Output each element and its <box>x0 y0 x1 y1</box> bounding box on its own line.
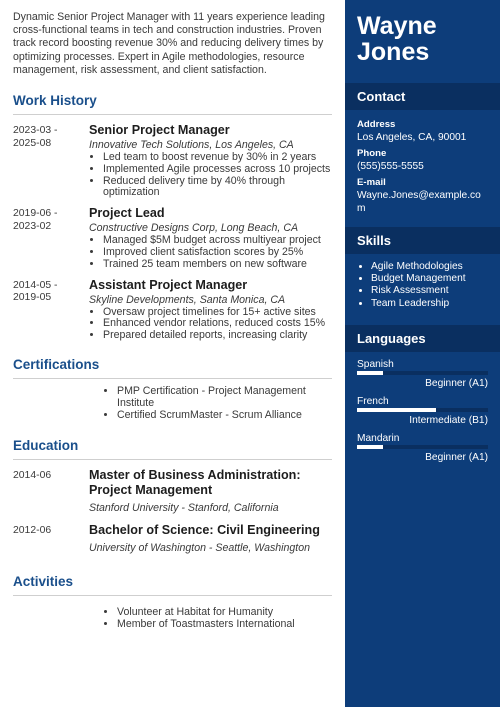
certification-item: • PMP Certification - Project Management Institute <box>117 386 332 410</box>
job-bullets <box>89 152 332 199</box>
job-bullet: • Improved client satisfaction scores by 25% <box>103 247 332 259</box>
job-dates <box>13 123 89 199</box>
address-value: Los Angeles, CA, 90001 <box>357 132 467 143</box>
profile-summary: Dynamic Senior Project Manager with 11 years experience leading cross-functional teams in tech and construction industries. Proven track record boosting revenue 30% and reducing delivery times by optimizing processes. Expert in Agile methodologies, resource management, risk assessment, and client satisfaction. <box>13 11 325 76</box>
language-level-bar <box>357 371 488 375</box>
certifications-title: Certifications <box>13 355 332 379</box>
contact-section <box>345 110 500 215</box>
activity-item: • Volunteer at Habitat for Humanity <box>117 607 332 619</box>
education-section <box>13 436 332 555</box>
job-start: 2014-05 - <box>13 279 58 291</box>
job-dates <box>13 206 89 270</box>
job-bullet: • Reduced delivery time by 40% through optimization <box>103 176 332 200</box>
language-name: French <box>357 395 389 407</box>
language-level-bar <box>357 408 488 412</box>
work-history-title: Work History <box>13 91 332 115</box>
job-company: Constructive Designs Corp, Long Beach, CA <box>89 222 299 235</box>
language-name: Spanish <box>357 358 394 370</box>
job-start: 2019-06 - <box>13 208 58 220</box>
job-bullet: • Implemented Agile processes across 10 projects <box>103 164 332 176</box>
certifications-section <box>13 355 332 421</box>
activities-section <box>13 572 332 631</box>
skill-item: • Team Leadership <box>371 298 488 310</box>
sidebar <box>345 0 500 707</box>
skills-section <box>345 254 500 310</box>
language-row <box>357 396 500 427</box>
job-title: Project Lead <box>89 206 165 221</box>
job-bullet: • Prepared detailed reports, increasing clarity <box>103 330 332 342</box>
job-entry <box>13 123 332 199</box>
language-name: Mandarin <box>357 432 400 444</box>
job-bullets <box>89 307 332 342</box>
education-school: Stanford University - Stanford, California <box>89 502 279 515</box>
phone-label: Phone <box>357 148 387 159</box>
activity-item: • Member of Toastmasters International <box>117 619 332 631</box>
job-company: Innovative Tech Solutions, Los Angeles, CA <box>89 139 294 152</box>
languages-title: Languages <box>345 325 500 352</box>
address-label: Address <box>357 119 396 130</box>
job-start: 2023-03 - <box>13 125 58 137</box>
job-end: 2025-08 <box>13 137 52 149</box>
job-end: 2019-05 <box>13 292 52 304</box>
job-dates <box>13 278 89 342</box>
candidate-name <box>345 0 500 77</box>
education-degree: Master of Business Administration: Project Management <box>89 468 301 498</box>
job-company: Skyline Developments, Santa Monica, CA <box>89 293 286 306</box>
job-bullet: • Enhanced vendor relations, reduced costs 15% <box>103 318 332 330</box>
skill-item: • Risk Assessment <box>371 285 488 297</box>
language-level-fill <box>357 408 436 412</box>
job-entry <box>13 278 332 342</box>
job-title: Assistant Project Manager <box>89 277 248 292</box>
education-school: University of Washington - Seattle, Washington <box>89 542 311 555</box>
work-history-list <box>13 123 332 342</box>
education-entry <box>13 523 332 555</box>
skills-title: Skills <box>345 227 500 254</box>
activities-title: Activities <box>13 572 332 596</box>
skill-item: • Budget Management <box>371 273 488 285</box>
education-date: 2014-06 <box>13 470 52 482</box>
work-history-section <box>13 91 332 342</box>
language-level: Beginner (A1) <box>425 377 488 389</box>
phone-value: (555)555-5555 <box>357 161 424 172</box>
contact-title: Contact <box>345 83 500 110</box>
job-bullet: • Trained 25 team members on new software <box>103 259 332 271</box>
first-name: Wayne <box>357 12 437 40</box>
languages-section <box>345 352 500 464</box>
job-bullets <box>89 235 332 270</box>
certification-item: • Certified ScrumMaster - Scrum Alliance <box>117 410 332 422</box>
job-bullet: • Led team to boost revenue by 30% in 2 years <box>103 152 332 164</box>
education-entry <box>13 468 332 515</box>
language-level: Beginner (A1) <box>425 451 488 463</box>
education-date: 2012-06 <box>13 525 52 537</box>
education-degree: Bachelor of Science: Civil Engineering <box>89 523 320 538</box>
language-level-fill <box>357 371 383 375</box>
last-name: Jones <box>357 38 430 66</box>
email-value: Wayne.Jones@example.com <box>357 190 481 214</box>
job-bullet: • Oversaw project timelines for 15+ active sites <box>103 307 332 319</box>
skill-item: • Agile Methodologies <box>371 261 488 273</box>
job-title: Senior Project Manager <box>89 123 230 138</box>
job-bullet: • Managed $5M budget across multiyear project <box>103 235 332 247</box>
language-level: Intermediate (B1) <box>409 414 488 426</box>
education-title: Education <box>13 436 332 460</box>
job-end: 2023-02 <box>13 220 52 232</box>
language-row <box>357 359 500 390</box>
certifications-list <box>13 386 332 421</box>
language-level-fill <box>357 445 383 449</box>
language-level-bar <box>357 445 488 449</box>
job-entry <box>13 206 332 270</box>
email-label: E-mail <box>357 177 386 188</box>
language-row <box>357 433 500 464</box>
activities-list <box>13 607 332 631</box>
